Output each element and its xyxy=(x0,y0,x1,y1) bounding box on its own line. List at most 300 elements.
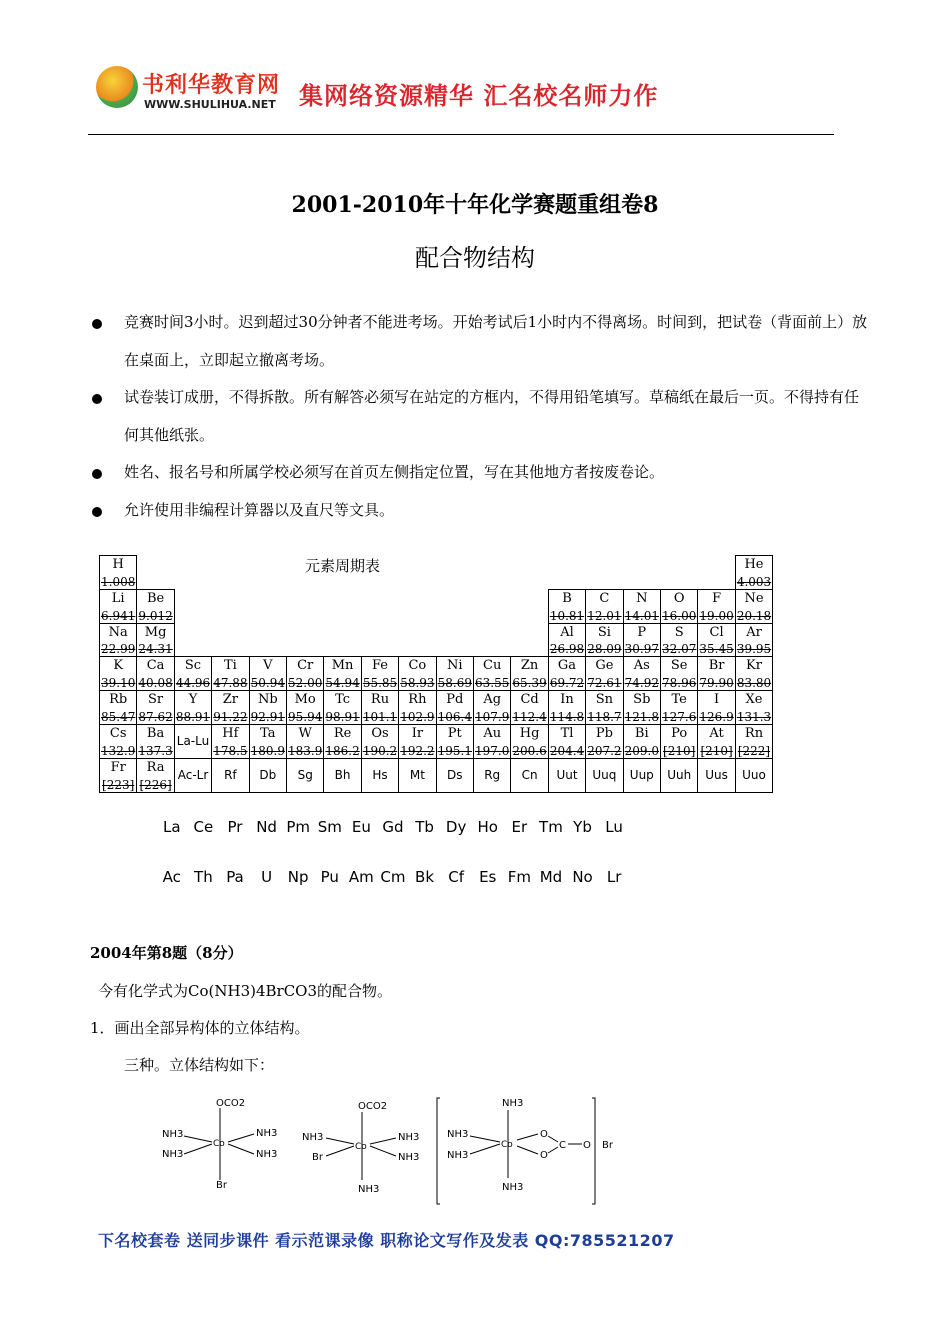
element-symbol: Bh xyxy=(334,767,351,782)
element-symbol: At xyxy=(709,726,724,741)
element-symbol: Nb xyxy=(257,692,278,708)
element-mass: 10.81 xyxy=(549,608,585,623)
element-mass: 200.6 xyxy=(512,743,547,758)
logo-url: WWW.SHULIHUA.NET xyxy=(144,98,276,111)
isomer-3-co: Co xyxy=(501,1140,513,1150)
element-symbol: P xyxy=(637,624,647,640)
element-mass: 87.62 xyxy=(138,709,173,724)
element-cell xyxy=(660,589,698,624)
element-mass: 79.90 xyxy=(699,676,734,691)
element-symbol: Uus xyxy=(705,767,728,782)
element-symbol: Te xyxy=(671,692,687,708)
element-symbol: Hs xyxy=(372,767,388,782)
rule-item xyxy=(90,492,870,530)
element-mass: 88.91 xyxy=(175,709,211,724)
element-mass: 78.96 xyxy=(662,676,697,691)
element-cell xyxy=(623,623,661,658)
element-symbol: Ti xyxy=(223,658,237,674)
logo-name: 书利华教育网 xyxy=(142,73,281,98)
element-symbol: H xyxy=(112,557,124,572)
element-symbol: Fr xyxy=(110,759,126,775)
element-mass: 4.003 xyxy=(736,574,772,589)
question-body: 今有化学式为Co(NH3)4BrCO3的配合物。 xyxy=(98,982,393,1000)
lanthanide-symbol: Dy xyxy=(445,818,467,836)
element-mass: 74.92 xyxy=(624,676,659,691)
element-symbol: Pb xyxy=(595,726,613,741)
element-mass: 92.91 xyxy=(250,709,285,724)
element-cell xyxy=(136,656,174,691)
rule-text: 试卷装订成册，不得拆散。所有解答必须写在站定的方框内，不得用铅笔填写。草稿纸在最后一页。不得持有任何其他纸张。 xyxy=(124,388,860,444)
element-symbol: Cr xyxy=(297,658,314,674)
element-cell xyxy=(548,589,586,624)
element-symbol: Ca xyxy=(146,658,165,674)
actinide-symbol: Np xyxy=(287,868,309,886)
isomer-2-oco2: OCO2 xyxy=(358,1101,388,1112)
element-mass: 28.09 xyxy=(587,642,622,657)
footer-banner[interactable]: 下名校套卷 送同步课件 看示范课录像 职称论文写作及发表 QQ:785521207 xyxy=(98,1231,675,1250)
element-mass: 209.0 xyxy=(624,743,659,758)
element-symbol: Au xyxy=(483,726,502,741)
isomer-3-nh3: NH3 xyxy=(502,1182,524,1193)
header-divider xyxy=(88,134,834,135)
element-mass: 192.2 xyxy=(400,743,435,758)
element-cell xyxy=(361,758,399,793)
lanthanide-symbol: Ce xyxy=(193,818,214,836)
element-mass: 22.99 xyxy=(101,642,136,657)
element-symbol: Tc xyxy=(335,692,351,708)
actinide-symbol: Md xyxy=(539,868,563,886)
element-cell xyxy=(136,758,174,793)
element-symbol: B xyxy=(562,590,572,606)
rule-item xyxy=(90,454,870,492)
element-cell xyxy=(249,656,287,691)
element-cell xyxy=(510,758,548,793)
element-symbol: Sb xyxy=(633,692,651,708)
element-symbol: Mt xyxy=(409,767,425,782)
element-symbol: Ru xyxy=(370,692,390,708)
element-symbol: Mg xyxy=(144,624,167,640)
actinide-symbol: Pu xyxy=(320,868,339,886)
element-symbol: Mn xyxy=(331,658,354,674)
isomer-2-nh3: NH3 xyxy=(358,1184,380,1195)
element-symbol: Zn xyxy=(520,658,539,674)
lanthanide-symbol: Er xyxy=(511,818,528,836)
element-mass: 69.72 xyxy=(549,676,585,691)
element-cell xyxy=(623,656,661,691)
isomer-2-co: Co xyxy=(355,1142,367,1152)
element-symbol: Ta xyxy=(260,726,276,741)
element-mass: 101.1 xyxy=(362,709,398,724)
element-mass: 58.69 xyxy=(437,676,472,691)
exam-rules xyxy=(90,304,870,529)
element-symbol: Uuh xyxy=(667,767,692,782)
actinide-symbol: Bk xyxy=(415,868,435,886)
element-mass: 98.91 xyxy=(325,709,360,724)
element-mass: [226] xyxy=(139,777,172,792)
element-cell xyxy=(735,623,773,658)
element-symbol: Ds xyxy=(447,767,463,782)
element-cell xyxy=(99,555,137,590)
isomer-3-br: Br xyxy=(602,1140,613,1151)
page-title: 2001-2010年十年化学赛题重组卷8 xyxy=(291,192,659,218)
element-symbol: F xyxy=(712,590,722,606)
element-mass: 72.61 xyxy=(587,676,622,691)
rule-text: 竞赛时间3小时。迟到超过30分钟者不能进考场。开始考试后1小时内不得离场。时间到，把试卷（背面前上）放在桌面上，立即起立撤离考场。 xyxy=(124,313,868,369)
element-cell xyxy=(99,623,137,658)
element-cell xyxy=(323,656,361,691)
element-mass: 30.97 xyxy=(624,642,659,657)
element-mass: 183.9 xyxy=(288,743,323,758)
question-item-1: 1．画出全部异构体的立体结构。 xyxy=(90,1019,310,1037)
bullet-icon xyxy=(92,469,102,479)
element-symbol: S xyxy=(674,624,684,640)
element-mass: 52.00 xyxy=(288,676,323,691)
site-header xyxy=(96,64,796,124)
element-cell xyxy=(473,656,511,691)
element-symbol: Sc xyxy=(184,658,202,674)
element-mass: 20.18 xyxy=(736,608,772,623)
element-mass: 180.9 xyxy=(250,743,285,758)
element-mass: 58.93 xyxy=(400,676,435,691)
element-symbol: Ir xyxy=(411,726,424,741)
element-symbol: Li xyxy=(111,590,125,606)
element-cell xyxy=(697,724,735,759)
element-cell xyxy=(99,758,137,793)
element-symbol: Hf xyxy=(222,726,239,741)
rule-text: 姓名、报名号和所属学校必须写在首页左侧指定位置，写在其他地方者按废卷论。 xyxy=(124,463,665,481)
element-cell xyxy=(286,656,324,691)
element-symbol: Tl xyxy=(560,726,574,741)
element-symbol: La-Lu xyxy=(176,734,210,748)
actinide-symbol: U xyxy=(261,868,273,886)
element-symbol: Ba xyxy=(146,726,165,741)
element-symbol: Rn xyxy=(744,726,764,741)
isomer-structures xyxy=(150,1092,630,1210)
element-cell xyxy=(99,589,137,624)
element-cell xyxy=(361,690,399,725)
lanthanide-symbol: Sm xyxy=(317,818,342,836)
element-symbol: V xyxy=(263,658,273,674)
element-symbol: Po xyxy=(671,726,688,741)
element-cell xyxy=(249,690,287,725)
element-mass: 195.1 xyxy=(437,743,472,758)
lanthanide-symbol: Gd xyxy=(382,818,404,836)
isomer-1-nh3: NH3 xyxy=(162,1129,184,1140)
element-symbol: Ra xyxy=(146,759,165,775)
element-mass: 121.8 xyxy=(624,709,659,724)
element-cell xyxy=(436,724,474,759)
element-symbol: Sr xyxy=(148,692,164,708)
element-cell xyxy=(660,724,698,759)
rule-item xyxy=(90,379,870,454)
element-cell xyxy=(735,758,773,793)
element-cell xyxy=(623,690,661,725)
lanthanide-symbol: Pm xyxy=(286,818,310,836)
lanthanide-symbol: Yb xyxy=(573,818,592,836)
element-cell xyxy=(136,589,174,624)
isomer-3-nh3: NH3 xyxy=(447,1150,469,1161)
element-cell xyxy=(398,758,436,793)
element-symbol: Cs xyxy=(109,726,127,741)
element-cell xyxy=(136,623,174,658)
element-mass: 39.95 xyxy=(736,642,772,657)
isomer-1-oco2: OCO2 xyxy=(216,1098,246,1109)
element-cell xyxy=(136,690,174,725)
isomer-2-nh3: NH3 xyxy=(398,1132,420,1143)
element-mass: [210] xyxy=(663,743,696,758)
element-cell xyxy=(548,623,586,658)
element-mass: 83.80 xyxy=(736,676,772,691)
element-symbol: Sg xyxy=(297,767,313,782)
question-heading: 2004年第8题（8分） xyxy=(90,944,243,962)
actinide-symbol: Pa xyxy=(226,868,244,886)
isomer-3-nh3: NH3 xyxy=(502,1098,524,1109)
element-mass: 126.9 xyxy=(699,709,734,724)
rule-text: 允许使用非编程计算器以及直尺等文具。 xyxy=(124,500,395,519)
element-cell xyxy=(660,758,698,793)
element-mass: 63.55 xyxy=(475,676,510,691)
element-mass: 204.4 xyxy=(549,743,585,758)
element-cell xyxy=(398,724,436,759)
element-cell xyxy=(660,656,698,691)
element-cell xyxy=(585,623,623,658)
isomer-1-br: Br xyxy=(216,1180,227,1191)
element-mass: [223] xyxy=(102,777,135,792)
element-symbol: Ne xyxy=(744,590,764,606)
element-symbol: Al xyxy=(560,624,574,640)
element-mass: 54.94 xyxy=(325,676,360,691)
actinide-symbol: Ac xyxy=(162,868,181,886)
element-cell xyxy=(286,690,324,725)
element-mass: 91.22 xyxy=(213,709,248,724)
element-cell xyxy=(697,758,735,793)
element-cell xyxy=(548,656,586,691)
element-symbol: Rb xyxy=(109,692,128,708)
element-mass: 207.2 xyxy=(587,743,622,758)
element-symbol: Cu xyxy=(483,658,502,674)
element-mass: 190.2 xyxy=(362,743,398,758)
lanthanide-symbol: Tm xyxy=(539,818,563,836)
element-cell xyxy=(697,690,735,725)
element-mass: 32.07 xyxy=(662,642,697,657)
lanthanide-symbol: Eu xyxy=(351,818,371,836)
element-symbol: Br xyxy=(708,658,725,674)
element-symbol: Fe xyxy=(371,658,388,674)
rule-item xyxy=(90,304,870,379)
element-cell xyxy=(136,724,174,759)
element-cell xyxy=(623,724,661,759)
element-symbol: Kr xyxy=(746,658,762,674)
actinide-symbol: Fm xyxy=(507,868,531,886)
element-symbol: W xyxy=(298,726,312,741)
actinide-symbol: Lr xyxy=(606,868,622,886)
element-cell xyxy=(510,690,548,725)
element-symbol: Ge xyxy=(595,658,614,674)
element-cell xyxy=(286,758,324,793)
element-symbol: Ni xyxy=(447,658,463,674)
element-symbol: Bi xyxy=(634,726,649,741)
actinide-symbol: Cm xyxy=(380,868,406,886)
element-cell xyxy=(548,758,586,793)
isomer-1-nh3: NH3 xyxy=(162,1149,184,1160)
element-mass: 132.9 xyxy=(101,743,136,758)
isomer-1-nh3: NH3 xyxy=(256,1128,278,1139)
element-symbol: Uuq xyxy=(592,767,617,782)
element-cell xyxy=(585,724,623,759)
element-mass: 44.96 xyxy=(175,676,211,691)
element-symbol: Rf xyxy=(224,767,237,782)
isomer-3-o: O xyxy=(540,1150,548,1161)
element-cell xyxy=(398,690,436,725)
element-mass: 178.5 xyxy=(213,743,248,758)
element-mass: 95.94 xyxy=(288,709,323,724)
element-cell xyxy=(735,555,773,590)
element-symbol: O xyxy=(673,590,685,606)
element-symbol: Co xyxy=(408,658,427,674)
actinide-symbol: Am xyxy=(348,868,374,886)
element-mass: [222] xyxy=(737,743,771,758)
element-cell xyxy=(436,656,474,691)
element-mass: 24.31 xyxy=(138,642,173,657)
actinide-symbol: Cf xyxy=(448,868,465,886)
element-symbol: Uuo xyxy=(742,767,766,782)
element-mass: 102.9 xyxy=(400,709,435,724)
actinide-symbol: No xyxy=(572,868,593,886)
lanthanide-symbol: La xyxy=(163,818,181,836)
bullet-icon xyxy=(92,507,102,517)
element-mass: 114.8 xyxy=(549,709,585,724)
actinide-symbol: Th xyxy=(194,868,213,886)
element-mass: 127.6 xyxy=(662,709,697,724)
site-logo-icon xyxy=(96,66,138,108)
element-mass: 19.00 xyxy=(699,608,734,623)
element-symbol: Ga xyxy=(557,658,577,674)
element-symbol: Se xyxy=(670,658,688,674)
element-cell xyxy=(735,724,773,759)
element-cell xyxy=(174,656,212,691)
element-symbol: As xyxy=(633,658,650,674)
element-cell xyxy=(99,690,137,725)
element-symbol: Cd xyxy=(520,692,539,708)
element-mass: 14.01 xyxy=(624,608,659,623)
element-mass: 106.4 xyxy=(437,709,472,724)
bullet-icon xyxy=(92,319,102,329)
lanthanide-symbol: Tb xyxy=(415,818,434,836)
element-symbol: I xyxy=(714,692,720,708)
element-mass: 50.94 xyxy=(250,676,285,691)
element-cell xyxy=(660,690,698,725)
element-symbol: Sn xyxy=(595,692,614,708)
periodic-table xyxy=(99,555,772,792)
element-symbol: Uut xyxy=(556,767,578,782)
element-cell xyxy=(585,656,623,691)
element-symbol: Rg xyxy=(484,767,501,782)
element-mass: 131.3 xyxy=(736,709,772,724)
element-symbol: Db xyxy=(259,767,277,782)
element-symbol: Be xyxy=(146,590,165,606)
element-cell xyxy=(323,690,361,725)
element-symbol: Na xyxy=(108,624,128,640)
element-mass: [210] xyxy=(700,743,733,758)
element-cell xyxy=(249,724,287,759)
element-cell xyxy=(99,724,137,759)
element-mass: 186.2 xyxy=(325,743,360,758)
element-cell xyxy=(473,758,511,793)
header-slogan: 集网络资源精华 汇名校名师力作 xyxy=(299,82,659,110)
element-mass: 107.9 xyxy=(475,709,510,724)
element-symbol: C xyxy=(599,590,610,606)
isomer-2-br: Br xyxy=(312,1152,323,1163)
element-mass: 16.00 xyxy=(662,608,697,623)
element-mass: 47.88 xyxy=(213,676,248,691)
element-cell xyxy=(211,758,249,793)
element-mass: 35.45 xyxy=(699,642,734,657)
actinide-symbol: Es xyxy=(479,868,497,886)
element-symbol: Cn xyxy=(521,767,538,782)
element-cell xyxy=(436,690,474,725)
element-cell xyxy=(398,656,436,691)
element-cell xyxy=(174,690,212,725)
element-cell xyxy=(361,656,399,691)
lanthanide-symbol: Nd xyxy=(256,818,277,836)
element-symbol: Hg xyxy=(519,726,540,741)
element-mass: 137.3 xyxy=(138,743,173,758)
element-symbol: Y xyxy=(188,692,198,708)
element-symbol: In xyxy=(560,692,574,708)
element-cell xyxy=(510,724,548,759)
bullet-icon xyxy=(92,394,102,404)
isomer-3-nh3: NH3 xyxy=(447,1129,469,1140)
lanthanide-series xyxy=(156,818,630,836)
element-cell xyxy=(174,724,212,759)
element-symbol: N xyxy=(636,590,648,606)
element-mass: 112.4 xyxy=(512,709,547,724)
element-symbol: Cl xyxy=(709,624,724,640)
element-symbol: Ac-Lr xyxy=(177,767,209,782)
element-cell xyxy=(174,758,212,793)
element-symbol: Rh xyxy=(408,692,427,708)
element-cell xyxy=(585,758,623,793)
element-mass: 55.85 xyxy=(362,676,398,691)
periodic-table-title: 元素周期表 xyxy=(305,557,381,575)
element-mass: 9.012 xyxy=(138,608,173,623)
element-cell xyxy=(473,724,511,759)
lanthanide-symbol: Ho xyxy=(477,818,498,836)
isomer-1-nh3: NH3 xyxy=(256,1149,278,1160)
element-cell xyxy=(735,589,773,624)
element-cell xyxy=(211,690,249,725)
element-cell xyxy=(436,758,474,793)
element-symbol: Pt xyxy=(447,726,462,741)
element-cell xyxy=(323,724,361,759)
element-cell xyxy=(249,758,287,793)
element-cell xyxy=(548,690,586,725)
element-cell xyxy=(211,724,249,759)
element-symbol: Xe xyxy=(745,692,763,708)
actinide-series xyxy=(156,868,630,886)
isomer-1-co: Co xyxy=(213,1139,225,1149)
element-mass: 12.01 xyxy=(587,608,622,623)
element-cell xyxy=(697,589,735,624)
answer-text: 三种。立体结构如下： xyxy=(124,1056,275,1074)
element-symbol: Pd xyxy=(446,692,464,708)
element-cell xyxy=(211,656,249,691)
element-mass: 40.08 xyxy=(138,676,173,691)
element-cell xyxy=(510,656,548,691)
element-cell xyxy=(697,656,735,691)
isomer-3-c: C xyxy=(559,1140,566,1151)
element-cell xyxy=(697,623,735,658)
